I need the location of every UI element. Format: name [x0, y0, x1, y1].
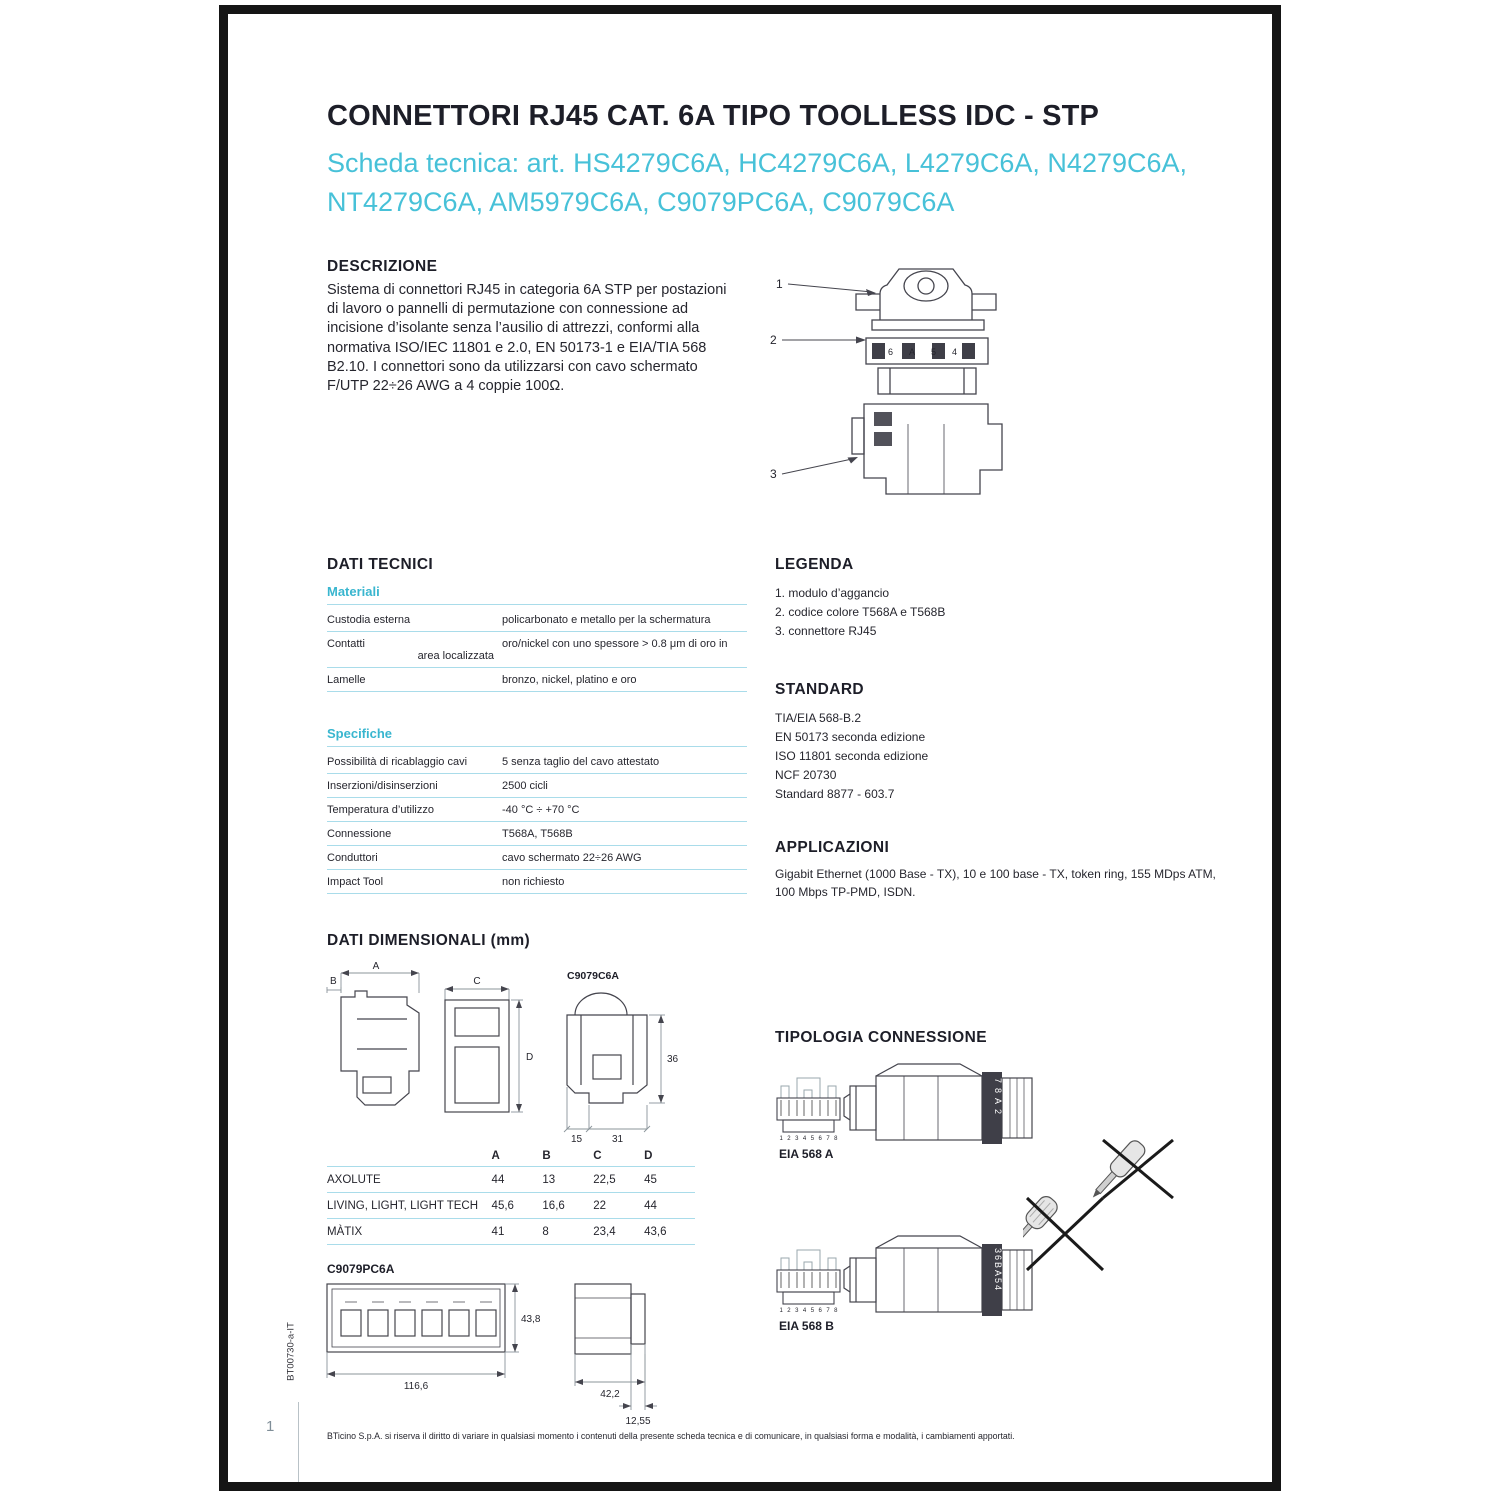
callout-2-label: 2: [770, 333, 777, 347]
side-profile-view: [341, 991, 419, 1105]
page-title: CONNETTORI RJ45 CAT. 6A TIPO TOOLLESS IDC - STP: [327, 100, 1100, 132]
row-value: bronzo, nickel, platino e oro: [502, 674, 637, 686]
eia568a-pinout-diagram: [773, 1062, 843, 1142]
row-label: Lamelle: [327, 674, 366, 686]
dim-label-12-55: 12,55: [625, 1416, 651, 1427]
dim-label-116-6: 116,6: [403, 1381, 429, 1392]
value-a: 41: [491, 1226, 505, 1238]
dimensional-drawings: [323, 959, 698, 1144]
value-c: 23,4: [593, 1226, 616, 1238]
section-heading-standard: STANDARD: [775, 681, 865, 698]
row-label-main: Contatti: [327, 638, 365, 650]
specifiche-table: [327, 750, 747, 894]
footer-divider-line: [298, 1402, 299, 1482]
row-value: 2500 cicli: [502, 780, 548, 792]
col-header-d: D: [644, 1150, 653, 1162]
table-row: [327, 608, 747, 632]
eia568b-label: EIA 568 B: [779, 1319, 834, 1333]
row-value: 5 senza taglio del cavo attestato: [502, 756, 660, 768]
section-heading-dati-tecnici: DATI TECNICI: [327, 556, 434, 573]
patch-block-drawing: [323, 1276, 713, 1456]
legenda-list: [775, 584, 945, 641]
dimensions-table-header: [327, 1146, 695, 1166]
dim-label-c: C: [473, 976, 481, 987]
standard-item: Standard 8877 - 603.7: [775, 787, 895, 801]
table-row: [327, 870, 747, 894]
value-d: 45: [644, 1174, 657, 1186]
callout-3-arrow: [848, 457, 859, 464]
keystone-marks-a: 78A2: [993, 1078, 1003, 1120]
legenda-item: 2. codice colore T568A e T568B: [775, 605, 946, 619]
value-d: 43,6: [644, 1226, 667, 1238]
dimensions-table: [327, 1146, 695, 1245]
keystone-cap: [575, 993, 627, 1015]
subtitle: [327, 144, 1247, 222]
dim-label-43-8: 43,8: [521, 1314, 541, 1325]
row-label: Connessione: [327, 828, 392, 840]
subheading-materiali: Materiali: [327, 584, 747, 605]
section-heading-legenda: LEGENDA: [775, 556, 854, 573]
keystone-side-view: [567, 1015, 647, 1103]
eia568a-keystone-figure: [842, 1056, 1042, 1151]
table-row: [327, 774, 747, 798]
color-code-marks: 6A54: [888, 347, 974, 357]
series-name: MÀTIX: [327, 1226, 363, 1238]
model-label-c9079pc6a: C9079PC6A: [327, 1262, 395, 1276]
eia568a-label: EIA 568 A: [779, 1147, 834, 1161]
standard-list: [775, 709, 928, 804]
section-heading-tipologia: TIPOLOGIA CONNESSIONE: [775, 1029, 987, 1046]
series-name: LIVING, LIGHT, LIGHT TECH: [327, 1200, 479, 1212]
value-b: 16,6: [542, 1200, 565, 1212]
table-row: [327, 798, 747, 822]
table-row: [327, 846, 747, 870]
dim-label-a: A: [372, 961, 380, 972]
table-row: [327, 668, 747, 692]
table-row: [327, 1192, 695, 1218]
document-code: BT00730-a-IT: [285, 1322, 297, 1381]
exploded-connector-figure: [768, 242, 1078, 522]
panel-front-view: [327, 1284, 505, 1352]
row-label: Possibilità di ricablaggio cavi: [327, 756, 468, 768]
standard-item: NCF 20730: [775, 768, 837, 782]
table-row: [327, 750, 747, 774]
table-row: [327, 1166, 695, 1192]
standard-item: ISO 11801 seconda edizione: [775, 749, 929, 763]
standard-item: TIA/EIA 568-B.2: [775, 711, 862, 725]
callout-2-arrow: [856, 337, 866, 344]
row-value: -40 °C ÷ +70 °C: [502, 804, 580, 816]
col-header-c: C: [593, 1150, 602, 1162]
row-value: oro/nickel con uno spessore > 0.8 μm di oro in: [502, 638, 728, 650]
value-c: 22,5: [593, 1174, 616, 1186]
section-heading-applicazioni: APPLICAZIONI: [775, 839, 890, 856]
pin-numbers: 12345678: [779, 1136, 838, 1142]
row-label-sub: area localizzata: [417, 650, 494, 662]
value-c: 22: [593, 1200, 607, 1212]
row-value: T568A, T568B: [502, 828, 573, 840]
value-a: 44: [491, 1174, 505, 1186]
crossed-out-tools-figure: [1023, 1134, 1193, 1279]
col-header-b: B: [542, 1150, 551, 1162]
section-heading-dati-dimensionali: DATI DIMENSIONALI (mm): [327, 932, 531, 949]
dim-label-b: B: [330, 976, 337, 987]
col-header-a: A: [491, 1150, 500, 1162]
callout-1-label: 1: [776, 277, 783, 291]
prohibition-cross: [1027, 1198, 1103, 1270]
legenda-item: 3. connettore RJ45: [775, 624, 877, 638]
value-b: 8: [542, 1226, 549, 1238]
value-d: 44: [644, 1200, 657, 1212]
pin-numbers: 12345678: [779, 1308, 838, 1314]
table-row: [327, 822, 747, 846]
section-heading-descrizione: DESCRIZIONE: [327, 258, 438, 275]
series-name: AXOLUTE: [327, 1174, 381, 1186]
value-a: 45,6: [491, 1200, 514, 1212]
row-label: Impact Tool: [327, 876, 384, 888]
subtitle-line-1: Scheda tecnica: art. HS4279C6A, HC4279C6A, L4279C6A, N4279C6A,: [327, 148, 1188, 178]
datasheet-page: [219, 5, 1281, 1491]
materiali-table: [327, 608, 747, 692]
legenda-item: 1. modulo d’aggancio: [775, 586, 890, 600]
callout-1-arrow: [866, 289, 876, 296]
dim-label-15: 15: [571, 1134, 583, 1144]
table-row: [327, 632, 747, 668]
dim-label-d: D: [526, 1052, 534, 1063]
panel-side-view: [575, 1284, 631, 1354]
table-row: [327, 1218, 695, 1245]
eia568b-keystone-figure: [842, 1228, 1042, 1323]
footer-disclaimer: BTicino S.p.A. si riserva il diritto di variare in qualsiasi momento i contenuti della presente scheda tecnica e di comunicare, in qualsiasi forma e modalità, i cambiamenti apportati.: [327, 1431, 1015, 1441]
screwdriver-icon: [1023, 1193, 1060, 1261]
row-label: Conduttori: [327, 852, 378, 864]
dim-label-31: 31: [612, 1134, 624, 1144]
page-number: 1: [266, 1418, 275, 1435]
standard-item: EN 50173 seconda edizione: [775, 730, 926, 744]
row-label: Custodia esterna: [327, 614, 411, 626]
row-label: Temperatura d’utilizzo: [327, 804, 434, 816]
value-b: 13: [542, 1174, 556, 1186]
row-label: [327, 638, 502, 662]
applicazioni-body: Gigabit Ethernet (1000 Base - TX), 10 e 100 base - TX, token ring, 155 MDps ATM, 100 Mbps TP-PMD, ISDN.: [775, 867, 1216, 899]
descrizione-body: Sistema di connettori RJ45 in categoria 6A STP per postazioni di lavoro o pannelli di permutazione con connessione ad incisione d’isolante senza l’ausilio di attrezzi, conformi alla normativa ISO/IEC 11801 e 2.0, EN 50173-1 e EIA/TIA 568 B2.10. I connettori sono da utilizzarsi con cavo schermato F/UTP 22÷26 AWG a 4 coppie 100Ω.: [327, 282, 727, 395]
subheading-specifiche: Specifiche: [327, 726, 747, 747]
row-label: Inserzioni/disinserzioni: [327, 780, 438, 792]
row-value: non richiesto: [502, 876, 565, 888]
callout-3-label: 3: [770, 467, 777, 481]
dim-label-36: 36: [667, 1054, 679, 1065]
eia568b-pinout-diagram: [773, 1234, 843, 1314]
subtitle-line-2: NT4279C6A, AM5979C6A, C9079PC6A, C9079C6A: [327, 187, 955, 217]
keystone-marks-b: 36BA54: [993, 1248, 1003, 1293]
row-value: cavo schermato 22÷26 AWG: [502, 852, 642, 864]
dim-label-42-2: 42,2: [600, 1389, 620, 1400]
row-value: policarbonato e metallo per la schermatura: [502, 614, 711, 626]
model-label-c9079c6a: C9079C6A: [567, 970, 619, 982]
